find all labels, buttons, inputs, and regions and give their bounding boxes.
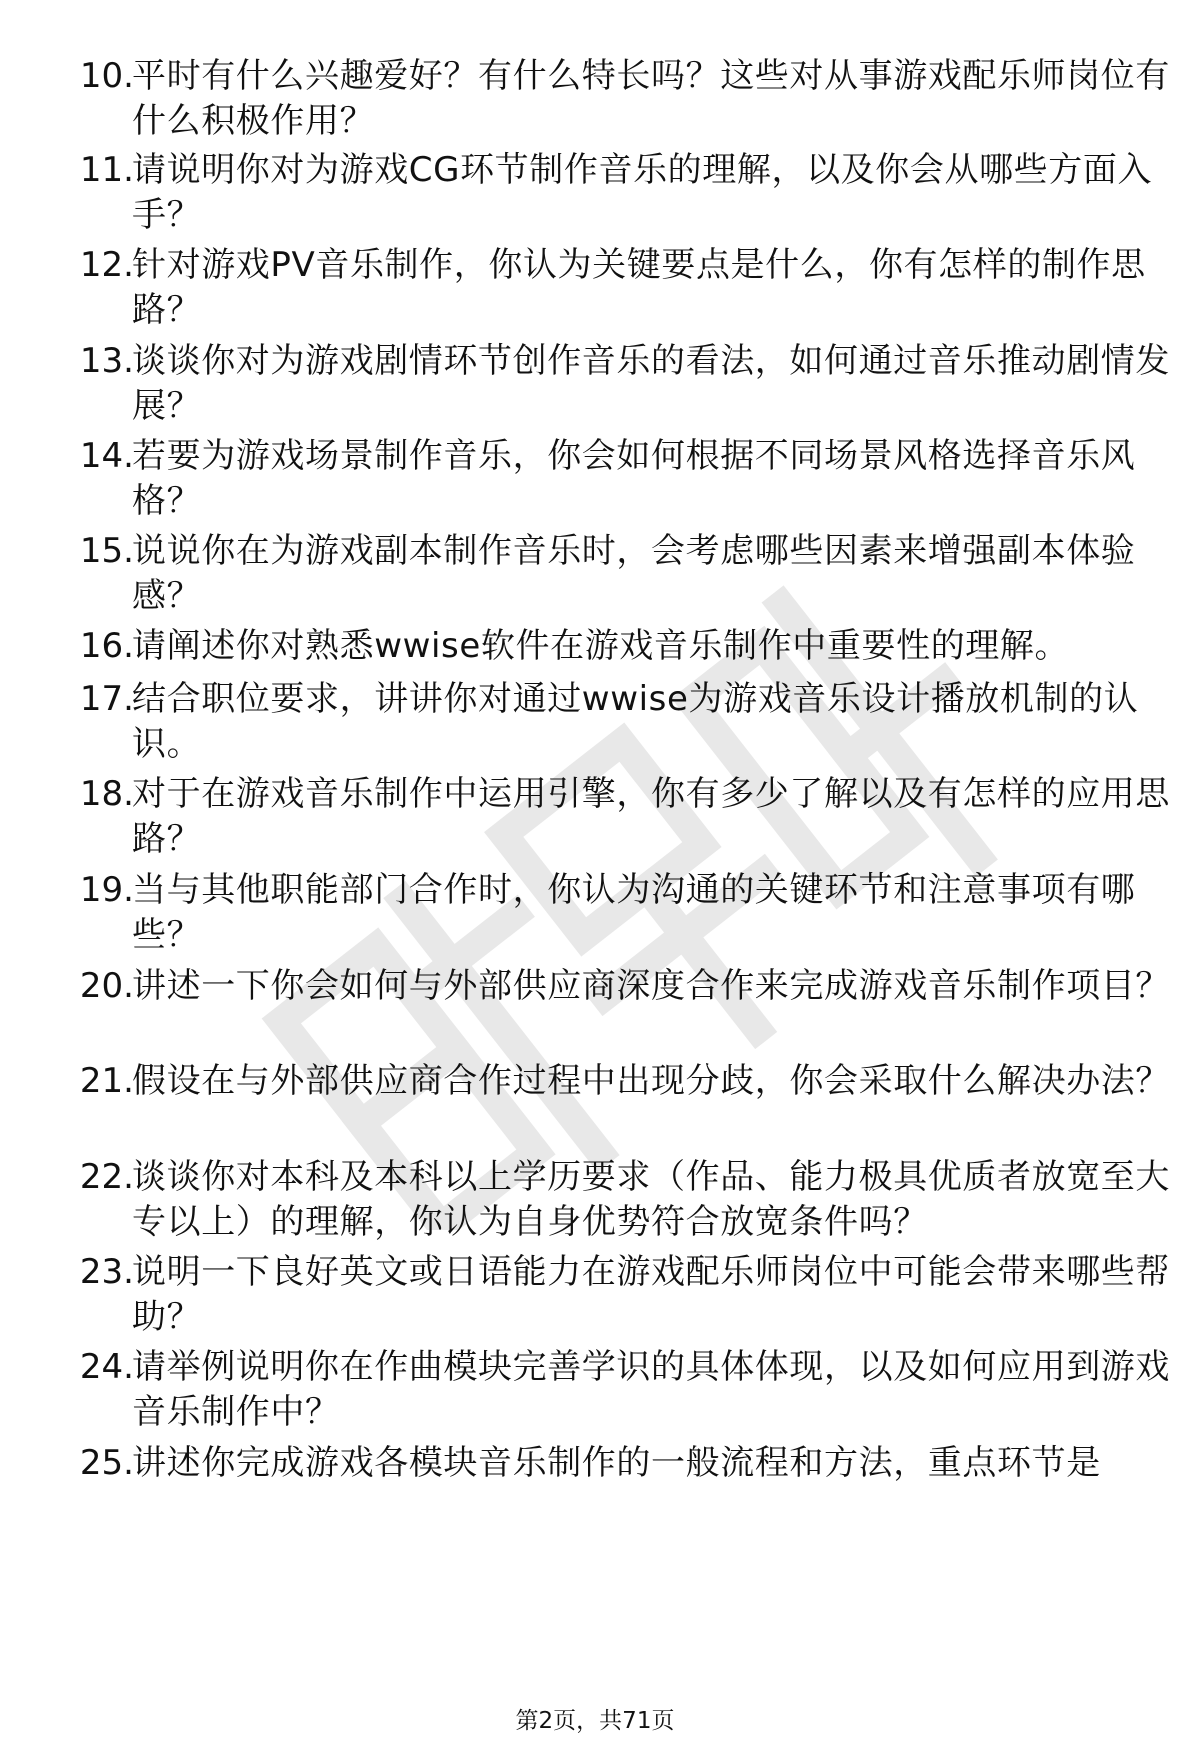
question-text: 当与其他职能部门合作时，你认为沟通的关键环节和注意事项有哪些？ [132,870,1136,955]
list-item [0,1059,1190,1159]
question-text: 结合职位要求，讲讲你对通过wwise为游戏音乐设计播放机制的认识。 [132,679,1139,764]
question-text: 若要为游戏场景制作音乐，你会如何根据不同场景风格选择音乐风格？ [132,436,1136,521]
question-number: 19. [79,870,134,910]
list-item [0,1155,1190,1255]
question-text: 针对游戏PV音乐制作，你认为关键要点是什么，你有怎样的制作思路？ [132,245,1146,330]
question-text: 谈谈你对为游戏剧情环节创作音乐的看法，如何通过音乐推动剧情发展？ [132,341,1170,426]
question-text: 请说明你对为游戏CG环节制作音乐的理解，以及你会从哪些方面入手？ [132,150,1153,235]
list-item [0,868,1190,968]
list-item [0,529,1190,629]
question-number: 17. [79,679,134,719]
question-text: 请阐述你对熟悉wwise软件在游戏音乐制作中重要性的理解。 [132,626,1070,666]
list-item [0,54,1190,154]
list-item [0,1345,1190,1445]
question-number: 23. [79,1252,134,1292]
list-item [0,964,1190,1064]
question-text: 平时有什么兴趣爱好？有什么特长吗？这些对从事游戏配乐师岗位有什么积极作用？ [132,56,1170,141]
question-text: 请举例说明你在作曲模块完善学识的具体体现，以及如何应用到游戏音乐制作中？ [132,1347,1170,1432]
list-item [0,1441,1190,1487]
list-item [0,677,1190,777]
question-text: 对于在游戏音乐制作中运用引擎，你有多少了解以及有怎样的应用思路？ [132,774,1170,859]
question-number: 22. [79,1157,134,1197]
question-number: 20. [79,966,134,1006]
question-text: 说明一下良好英文或日语能力在游戏配乐师岗位中可能会带来哪些帮助？ [132,1252,1170,1337]
question-number: 13. [79,341,134,381]
question-number: 16. [79,626,134,666]
question-text: 说说你在为游戏副本制作音乐时，会考虑哪些因素来增强副本体验感？ [132,531,1136,616]
page-number: 第2页，共71页 [515,1708,675,1734]
list-item [0,772,1190,872]
question-number: 24. [79,1347,134,1387]
list-item [0,434,1190,534]
question-text: 假设在与外部供应商合作过程中出现分歧，你会采取什么解决办法？ [132,1061,1170,1101]
list-item [0,1250,1190,1350]
question-text: 谈谈你对本科及本科以上学历要求（作品、能力极具优质者放宽至大专以上）的理解，你认为自身优势符合放宽条件吗？ [132,1157,1170,1242]
question-text: 讲述你完成游戏各模块音乐制作的一般流程和方法，重点环节是 [132,1443,1101,1483]
question-number: 11. [79,150,134,190]
list-item [0,339,1190,439]
question-number: 12. [79,245,134,285]
question-number: 10. [79,56,134,96]
question-number: 14. [79,436,134,476]
question-number: 25. [79,1443,134,1483]
question-number: 15. [79,531,134,571]
question-number: 18. [79,774,134,814]
question-text: 讲述一下你会如何与外部供应商深度合作来完成游戏音乐制作项目？ [132,966,1170,1006]
list-item [0,243,1190,343]
question-number: 21. [79,1061,134,1101]
list-item [0,148,1190,248]
